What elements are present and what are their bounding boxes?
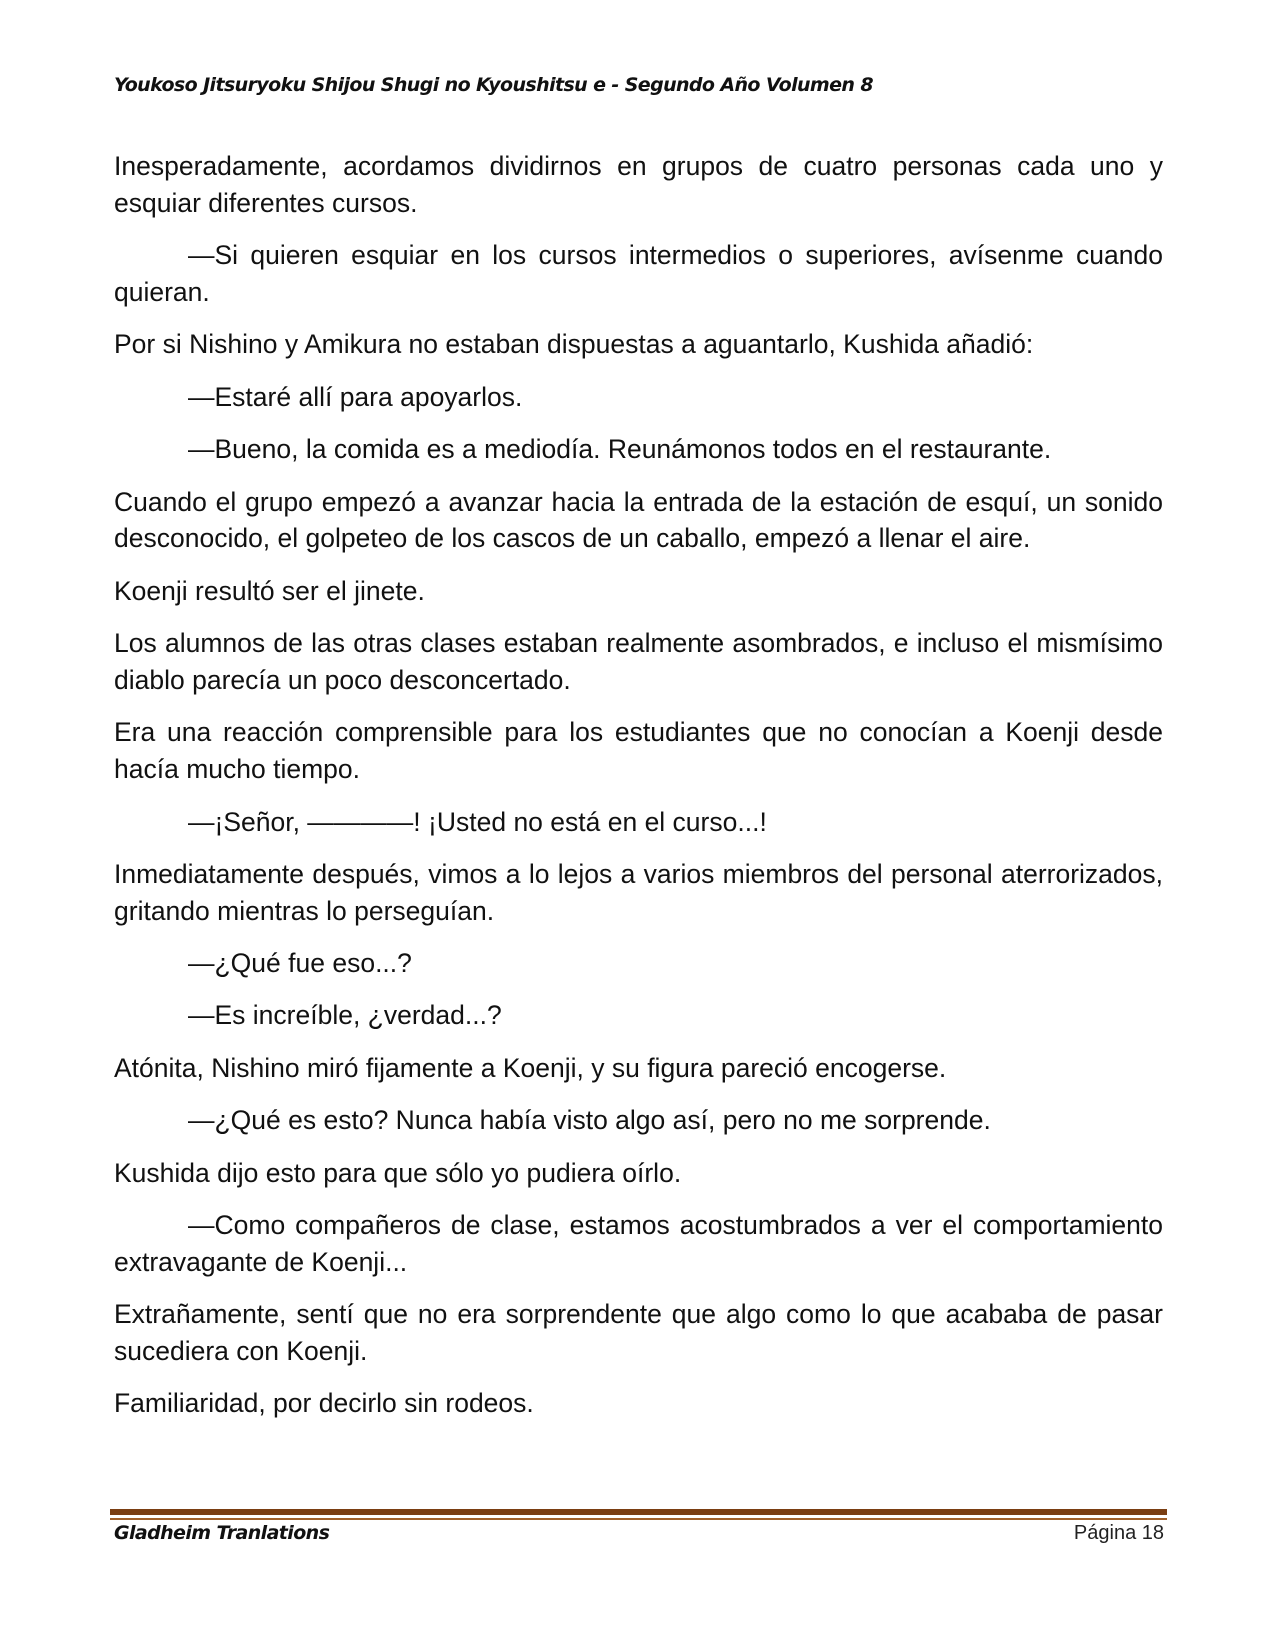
dialogue-paragraph: —Como compañeros de clase, estamos acostumbrados a ver el comportamiento extravagante de Koenji... — [114, 1210, 1163, 1277]
paragraph: Extrañamente, sentí que no era sorprendente que algo como lo que acababa de pasar sucediera con Koenji. — [114, 1299, 1163, 1367]
paragraph: Inmediatamente después, vimos a lo lejos a varios miembros del personal aterrorizados, gritando mientras lo perseguían. — [114, 858, 1163, 926]
paragraph: Koenji resultó ser el jinete. — [114, 575, 425, 606]
paragraph: Era una reacción comprensible para los estudiantes que no conocían a Koenji desde hacía mucho tiempo. — [114, 717, 1163, 785]
dialogue-paragraph: —Bueno, la comida es a mediodía. Reunámonos todos en el restaurante. — [188, 434, 1052, 465]
dialogue-paragraph: —¿Qué fue eso...? — [188, 948, 412, 979]
page-body — [114, 148, 1163, 1438]
footer-rule-thin — [110, 1518, 1167, 1520]
dialogue-paragraph: —¿Qué es esto? Nunca había visto algo así, pero no me sorprende. — [188, 1105, 991, 1136]
dialogue-paragraph: —Estaré allí para apoyarlos. — [188, 381, 523, 412]
paragraph: Kushida dijo esto para que sólo yo pudiera oírlo. — [114, 1157, 682, 1188]
footer-rule — [110, 1509, 1167, 1515]
paragraph: Familiaridad, por decirlo sin rodeos. — [114, 1388, 534, 1419]
dialogue-paragraph: —¡Señor, ————! ¡Usted no está en el curso...! — [188, 806, 767, 837]
paragraph: Inesperadamente, acordamos dividirnos en grupos de cuatro personas cada uno y esquiar diferentes cursos. — [114, 151, 1163, 218]
dialogue-paragraph: —Es increíble, ¿verdad...? — [188, 1000, 502, 1031]
paragraph: Por si Nishino y Amikura no estaban dispuestas a aguantarlo, Kushida añadió: — [114, 329, 1034, 360]
paragraph: Atónita, Nishino miró fijamente a Koenji, y su figura pareció encogerse. — [114, 1052, 947, 1083]
paragraph: Los alumnos de las otras clases estaban realmente asombrados, e incluso el mismísimo diablo parecía un poco desconcertado. — [114, 628, 1163, 695]
running-header: Youkoso Jitsuryoku Shijou Shugi no Kyoushitsu e - Segundo Año Volumen 8 — [114, 74, 873, 96]
footer-publisher: Gladheim Tranlations — [114, 1522, 330, 1544]
dialogue-paragraph: —Si quieren esquiar en los cursos intermedios o superiores, avísenme cuando quieran. — [114, 240, 1163, 307]
paragraph: Cuando el grupo empezó a avanzar hacia la entrada de la estación de esquí, un sonido desconocido, el golpeteo de los cascos de un caballo, empezó a llenar el aire. — [114, 486, 1163, 554]
page-number: Página 18 — [1073, 1522, 1164, 1544]
